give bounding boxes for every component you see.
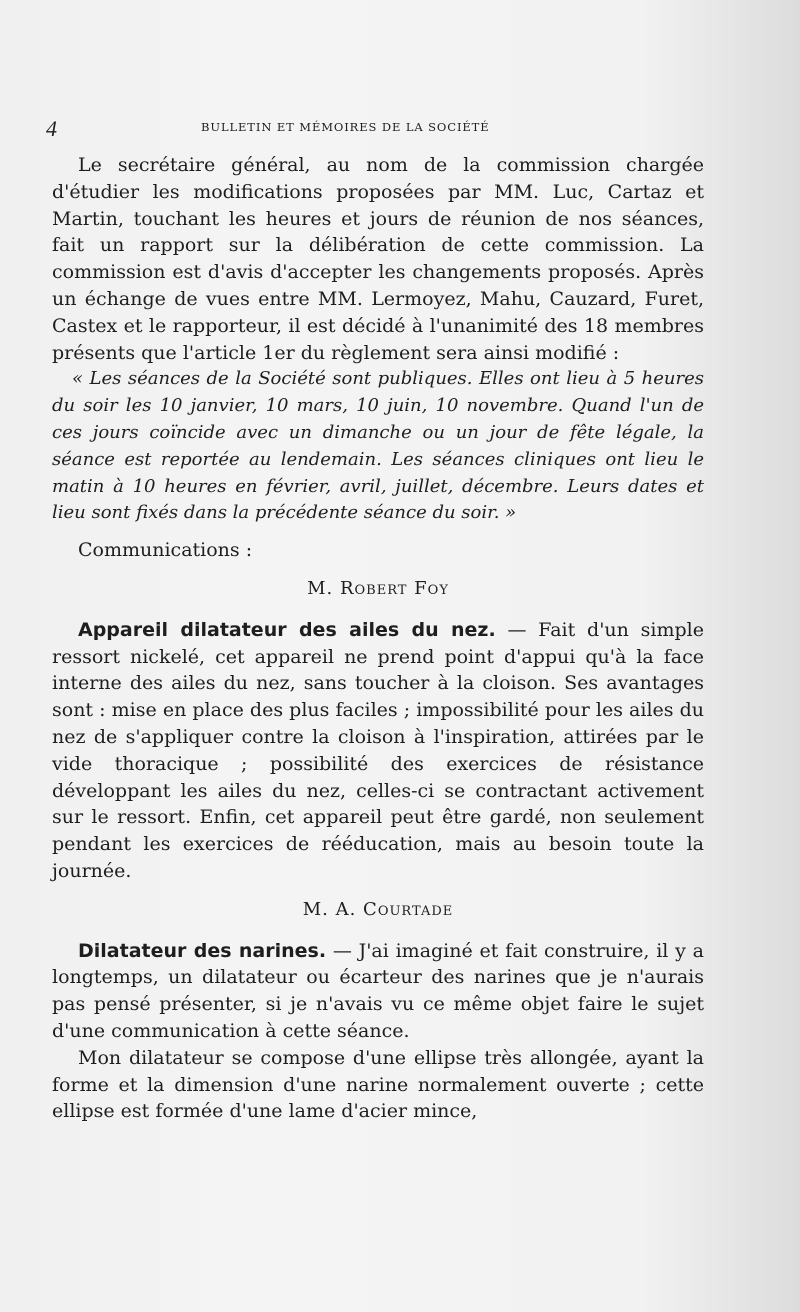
section-paragraph-foy bbox=[52, 617, 704, 885]
page-body bbox=[52, 152, 704, 1125]
page-number: 4 bbox=[46, 116, 57, 141]
section-title-foy: Appareil dilatateur des ailes du nez. bbox=[78, 618, 496, 641]
running-header bbox=[46, 116, 706, 140]
section-title-courtade: Dilatateur des narines. bbox=[78, 939, 327, 962]
final-paragraph: Mon dilatateur se compose d'une ellipse très allongée, ayant la forme et la dimension d'une narine normalement ouverte ; cette ellipse est formée d'une lame d'acier mince, bbox=[52, 1046, 704, 1123]
communications-label: Communications : bbox=[78, 539, 253, 562]
section-text-foy: — Fait d'un simple ressort nickelé, cet appareil ne prend point d'appui qu'à la face interne des ailes du nez, sans toucher à la cloison. Ses avantages sont : mise en place des plus faciles ; impossibilité pour les ailes du nez de s'appliquer contre la cloison à l'inspiration, attirées par le vide thoracique ; possibilité des exercices de résistance développant les ailes du nez, celles-ci se contractant activement sur le ressort. Enfin, cet appareil peut être gardé, non seulement pendant les exercices de rééducation, mais au besoin toute la journée. bbox=[52, 618, 705, 882]
speaker-heading-courtade: M. A. Courtade bbox=[302, 898, 454, 920]
running-title: BULLETIN ET MÉMOIRES DE LA SOCIÉTÉ bbox=[201, 120, 490, 134]
section-text-courtade: — J'ai imaginé et fait construire, il y a longtemps, un dilatateur ou écarteur des narines que je n'aurais pas pensé présenter, si je n'avais vu ce même objet faire le sujet d'une communication à cette séance. bbox=[52, 939, 704, 1042]
commission-paragraph: Le secrétaire général, au nom de la commission chargée d'étudier les modifications proposées par MM. Luc, Cartaz et Martin, touchant les heures et jours de réunion de nos séances, fait un rapport sur la délibération de cette commission. La commission est d'avis d'accepter les changements proposés. Après un échange de vues entre MM. Lermoyez, Mahu, Cauzard, Furet, Castex et le rapporteur, il est décidé à l'unanimité des 18 membres présents que l'article 1er du règlement sera ainsi modifié : bbox=[52, 154, 704, 364]
section-paragraph-courtade bbox=[52, 938, 704, 1045]
regulation-quote: « Les séances de la Société sont publiques. Elles ont lieu à 5 heures du soir les 10 janvier, 10 mars, 10 juin, 10 novembre. Quand l'un de ces jours coïncide avec un dimanche ou un jour de fête légale, la séance est reportée au lendemain. Les séances cliniques ont lieu le matin à 10 heures en février, avril, juillet, décembre. Leurs dates et lieu sont fixés dans la précédente séance du soir. » bbox=[52, 368, 704, 524]
speaker-heading-foy: M. Robert Foy bbox=[307, 577, 449, 599]
